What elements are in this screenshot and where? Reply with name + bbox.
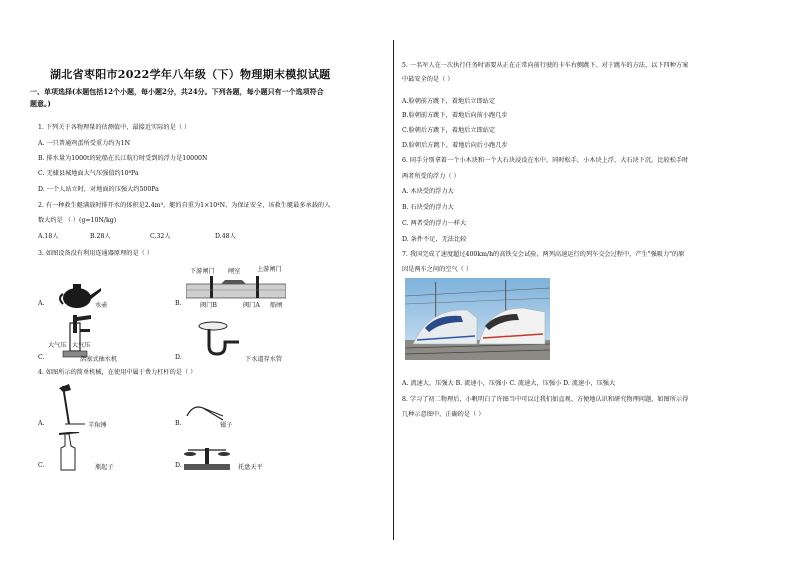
exam-title: 湖北省枣阳市2022学年八年级（下）物理期末模拟试题 [50, 68, 331, 81]
q5-option-c: C.脸朝后方跳下，着地后立即站定 [402, 127, 496, 134]
q3-stem: 3. 如图设备没有利用连通器原理的是（ ） [38, 250, 154, 257]
q5-option-d: D.脸朝后方跳下，着地后向后小跑几步 [402, 142, 508, 149]
section1-heading-line2: 题意。) [30, 99, 51, 108]
q3-option-b-toplabel-mid: 闸室 [228, 268, 241, 275]
q1-option-a: A. 一只普通鸡蛋所受重力约为1N [38, 140, 131, 147]
q3-option-c-label: 活塞式抽水机 [80, 356, 118, 363]
q4-stem: 4. 如图所示的简单机械，在使用中属于费力杠杆的是（ ） [38, 369, 197, 376]
column-divider [393, 40, 394, 540]
q3-option-b-toplabel-right: 上游闸门 [257, 266, 282, 273]
q3-option-b-letter: B. [175, 300, 182, 307]
q6-stem-line2: 两者所受的浮力（ ） [402, 173, 460, 180]
bottle-opener-diagram [55, 432, 85, 472]
q1-option-c: C. 无棣县城地面大气压强值约10⁸Pa [38, 170, 139, 177]
q4-option-b-label: 镊子 [220, 422, 233, 429]
q3-option-c-tag-left: 大气压 [48, 342, 67, 349]
q2-stem-line2: 数大约是 （ ）(g=10N/kg) [38, 217, 117, 224]
q6-option-a: A. 木块受的浮力大 [402, 188, 454, 195]
q7-stem-line1: 7. 我国完成了速度超过400km/h的高铁交会试验，两列高速运行的列车交会过程中，产生"强吸力"的原 [402, 251, 685, 258]
q3-option-b-toplabel-left: 下游闸门 [190, 268, 215, 275]
drain-trap-diagram [195, 320, 245, 360]
q2-option-b: B.28人 [90, 233, 111, 240]
q1-option-b: B. 排水量为1000t的轮船在长江航行时受到的浮力是10000N [38, 155, 208, 162]
q4-option-d-letter: D. [175, 462, 182, 469]
q4-option-a-label: 羊角锤 [88, 422, 107, 429]
q3-option-b-bottomlabel-left: 阀门B [200, 302, 217, 309]
q6-option-b: B. 石块受的浮力大 [402, 204, 454, 211]
q4-option-b-letter: B. [175, 420, 182, 427]
q7-stem-line2: 因是两车之间的空气（ ） [402, 266, 473, 273]
q3-option-c-tag-right: 大气压 [72, 342, 91, 349]
q4-option-d-label: 托盘天平 [238, 464, 263, 471]
q3-option-a-letter: A. [38, 300, 45, 307]
q6-option-c: C. 两者受的浮力一样大 [402, 220, 467, 227]
q3-option-b-label: 船闸 [270, 302, 283, 309]
q5-option-a: A.脸朝前方跳下，着地后立即站定 [402, 98, 496, 105]
q4-option-c-letter: C. [38, 462, 45, 469]
q8-stem-line2: 几种示意图中，正确的是（ ） [402, 411, 485, 418]
q2-option-d: D.48人 [215, 233, 236, 240]
q3-option-b-bottomlabel-right: 阀门A [243, 302, 260, 309]
q3-option-d-label: 下水道存水管 [245, 356, 283, 363]
q1-stem: 1. 下列关于各物理量的估测值中，最接近实际的是（ ） [38, 124, 191, 131]
q6-stem-line1: 6. 同手分别拿着一个小木块和一个大石块浸没在水中，同时松手，小木块上浮，大石块下沉。比较松手时 [402, 157, 689, 164]
q3-option-d-letter: D. [175, 354, 182, 361]
ship-lock-diagram [186, 274, 286, 300]
q3-option-c-letter: C. [38, 354, 45, 361]
q8-stem-line1: 8. 学习了初二物理后，小帆明白了许图当中可以让我们如直观、方便地认识和研究物理问题，如图所示得 [402, 396, 689, 403]
section1-heading-line1: 一、单项选择(本题包括12个小题，每小题2分，共24分。下列各题，每小题只有一个选项符合 [30, 87, 324, 96]
tray-balance-diagram [182, 442, 232, 472]
q4-option-a-letter: A. [38, 420, 45, 427]
q5-stem-line1: 5. 一名军人在一次执行任务时需要从正在正常向前行驶的卡车右侧跳下。对于跳车的方法，以下四种方案 [402, 62, 689, 69]
q3-option-a-label: 水壶 [95, 302, 108, 309]
q7-options: A. 流速大，压强大 B. 流速小，压强小 C. 流速大，压强小 D. 流速小，压强大 [402, 380, 616, 387]
q2-option-c: C.32人 [150, 233, 171, 240]
q2-stem-line1: 2. 有一种救生艇满载时排开水的体积是2.4m³，艇的自重为1×10⁴N，为保证安全，该救生艇最多承载的人 [38, 202, 331, 209]
q6-option-d: D. 条件不足，无法比较 [402, 236, 467, 243]
q5-option-b: B.脸朝前方跳下，着地后向前小跑几步 [402, 112, 508, 119]
q4-option-c-label: 瓶起子 [95, 464, 114, 471]
q5-stem-line2: 中最安全的是（ ） [402, 76, 454, 83]
q1-option-d: D. 一个人站立时，对地面的压强大约500Pa [38, 186, 159, 193]
q2-option-a: A.18人 [38, 233, 59, 240]
high-speed-trains-photo [405, 278, 550, 360]
